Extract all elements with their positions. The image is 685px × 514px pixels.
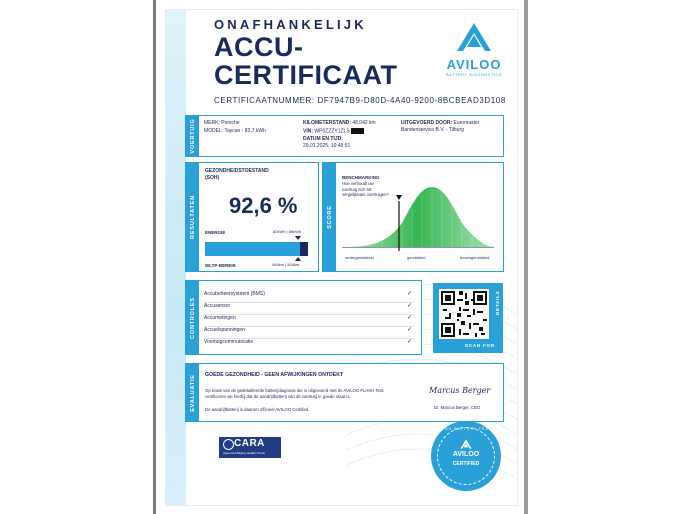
range-marker-icon bbox=[295, 257, 301, 261]
evaluation-section bbox=[185, 363, 504, 422]
logo-word: AVILOO bbox=[446, 57, 502, 72]
above-average-label: bovengemiddeld bbox=[460, 255, 490, 260]
check-icon: ✓ bbox=[406, 315, 412, 321]
mileage-value: 48.042 km bbox=[352, 120, 376, 126]
energy-bar bbox=[205, 242, 308, 256]
date-value: 29.01.2025, 10:48:51 bbox=[303, 143, 351, 149]
controls-list bbox=[204, 291, 414, 350]
control-item: Accuelspanningen ✓ bbox=[204, 327, 414, 339]
control-item: Voertuigcommunicatie ✓ bbox=[204, 339, 412, 345]
evaluation-paragraph: Op basis van de gedetailleerde batterijdiagnose die is uitgevoerd met de AVILOO FLASH Test, certificeren we hierbij dat de aandrijfbatterij van dit voertuig in goede staat is. bbox=[205, 388, 385, 399]
title-line-2: CERTIFICAAT bbox=[214, 60, 398, 90]
certificate-number: CERTIFICAATNUMMER: DF7947B9-D80D-4A40-9200-8BCBEAD3D108 bbox=[214, 96, 506, 105]
evaluation-tab: EVALUATIE bbox=[186, 364, 199, 421]
page-title bbox=[214, 33, 397, 89]
seal-mark-icon bbox=[460, 439, 472, 449]
mileage-row: KILOMETERSTAND: 48.042 km bbox=[303, 120, 376, 126]
range-values: 464km | 504km bbox=[272, 262, 300, 267]
page-right-edge bbox=[524, 0, 528, 514]
results-section bbox=[185, 162, 319, 272]
scan-label: SCAN FOR bbox=[465, 343, 495, 348]
certified-statement: De aandrijfbatterij is daarom officieel AVILOO Certified. bbox=[205, 407, 310, 412]
model-row: MODEL: Taycan - 83,7 kWh bbox=[204, 128, 266, 134]
issuer-value: Euromaster bbox=[453, 120, 480, 126]
date-label: DATUM EN TIJD: bbox=[303, 136, 343, 142]
check-icon: ✓ bbox=[406, 291, 412, 297]
side-stripe bbox=[166, 10, 186, 505]
seal-ring-text: AVILOO BATTERY TESTED bbox=[433, 427, 499, 431]
aviloo-mark-icon bbox=[456, 22, 492, 52]
left-margin bbox=[0, 0, 155, 514]
benchmark-curve bbox=[342, 183, 494, 251]
benchmark-text: Hoe verhoudt uw voertuig zich tot vergelijkbare voertuigen? bbox=[342, 181, 389, 197]
subtitle: ONAFHANKELIJK bbox=[214, 17, 367, 32]
seal-label: CERTIFIED bbox=[452, 461, 480, 467]
control-item: Accubeheersysteem (BMS) ✓ bbox=[204, 291, 414, 303]
controls-section bbox=[185, 280, 422, 355]
vin-row: VIN: WP0ZZZY1ZLS bbox=[303, 128, 364, 135]
score-section bbox=[322, 162, 504, 272]
aviloo-logo bbox=[444, 22, 504, 77]
logo-subtitle: BATTERY DIAGNOSTICS bbox=[445, 72, 503, 77]
score-tab: SCORE bbox=[323, 163, 336, 271]
make-value: Porsche bbox=[221, 120, 240, 126]
cara-subtitle: Approved Battery Health Check bbox=[223, 451, 266, 455]
range-label: WLTP-BEREIK bbox=[205, 263, 236, 268]
energy-label: ENERGIE bbox=[205, 230, 226, 235]
energy-values: 82kWh | 89kWh bbox=[273, 229, 302, 234]
qr-section[interactable] bbox=[433, 283, 503, 353]
energy-bar-fill bbox=[205, 242, 300, 256]
signatory-name: Dr. Marcus Berger, CEO bbox=[434, 405, 481, 410]
model-value: Taycan - 83,7 kWh bbox=[224, 128, 266, 134]
control-item: Accumetingen ✓ bbox=[204, 315, 414, 327]
results-tab: RESULTATEN bbox=[186, 163, 199, 271]
certificate-page bbox=[156, 0, 524, 514]
average-label: gemiddeld bbox=[407, 255, 426, 260]
soh-value: 92,6 % bbox=[229, 193, 298, 218]
check-icon: ✓ bbox=[406, 303, 412, 309]
soh-title: GEZONDHEIDSTOESTAND (SOH) bbox=[205, 168, 269, 181]
cara-word: CARA bbox=[234, 438, 265, 449]
title-line-1: ACCU- bbox=[214, 32, 304, 62]
details-label: DETAILS bbox=[495, 290, 500, 315]
benchmark-title: BENCHMARKING bbox=[342, 175, 380, 180]
controls-tab: CONTROLES bbox=[186, 281, 199, 354]
evaluation-headline: GOEDE GEZONDHEID - GEEN AFWIJKINGEN ONTDEKT bbox=[205, 372, 344, 378]
signature: Marcus Berger bbox=[429, 386, 491, 395]
seal-word: AVILOO bbox=[452, 451, 480, 458]
control-item: Accusensor ✓ bbox=[204, 303, 414, 315]
vin-redaction bbox=[351, 128, 364, 134]
check-icon: ✓ bbox=[406, 339, 412, 345]
vin-value: WP0ZZZY1ZLS bbox=[314, 128, 350, 135]
issuer-line-2: Bandenservice B.V. - Tilburg bbox=[401, 127, 464, 133]
vehicle-tab: VOERTUIG bbox=[186, 116, 199, 156]
check-icon: ✓ bbox=[406, 327, 412, 333]
cara-globe-icon bbox=[223, 439, 234, 450]
qr-code[interactable] bbox=[439, 289, 489, 339]
make-row: MERK: Porsche bbox=[204, 120, 240, 126]
below-average-label: ondergemiddeld bbox=[345, 255, 374, 260]
energy-marker-icon bbox=[295, 236, 301, 240]
certified-seal bbox=[431, 421, 501, 491]
cara-badge bbox=[219, 437, 281, 458]
vehicle-section bbox=[185, 115, 504, 157]
issuer-block: UITGEVOERD DOOR: Euromaster Bandenservice B.V. - Tilburg bbox=[401, 120, 480, 133]
